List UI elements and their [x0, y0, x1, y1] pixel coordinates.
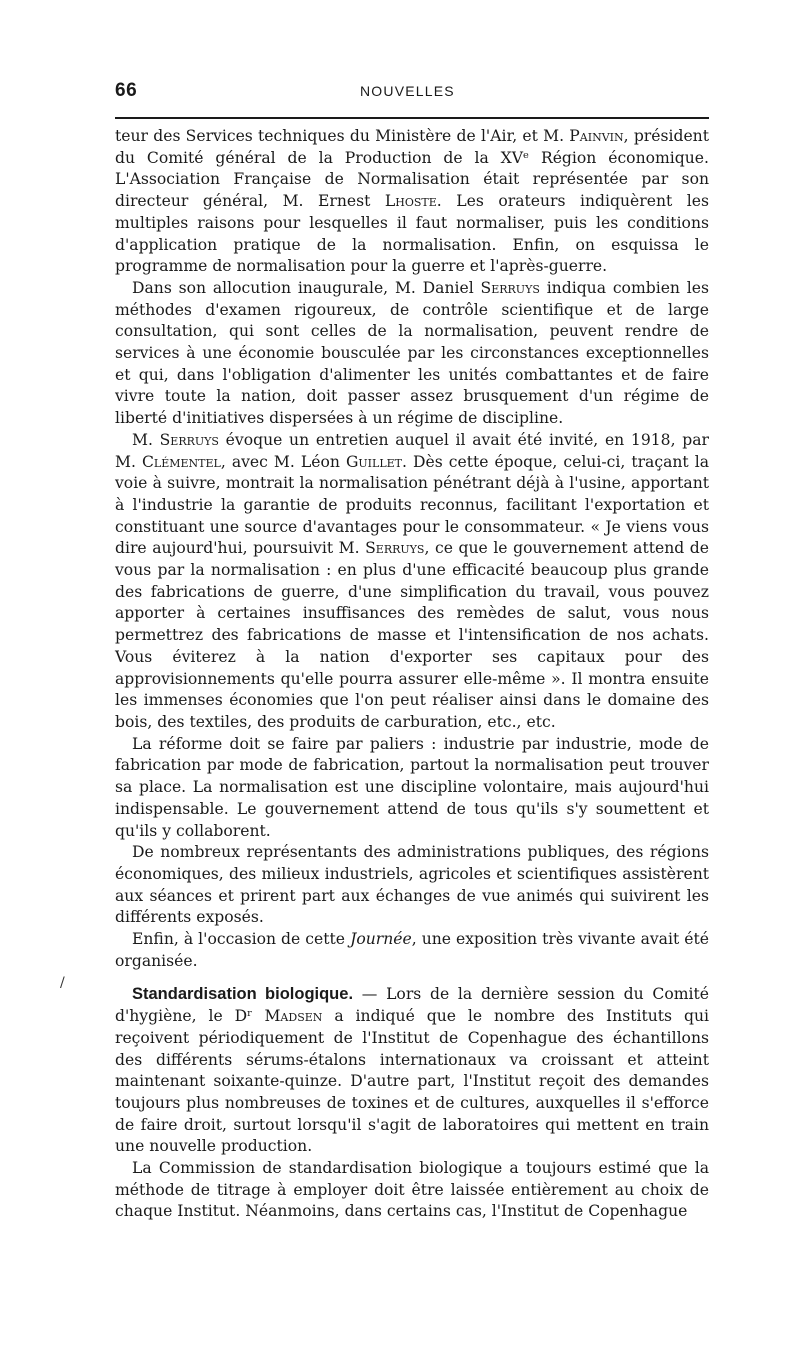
- header-rule: [115, 117, 709, 119]
- text-run: teur des Services techniques du Ministère de l'Air, et M.: [115, 127, 570, 145]
- person-name: Serruys: [480, 278, 540, 297]
- paragraph: [115, 278, 709, 430]
- paragraph: [115, 929, 709, 972]
- paragraph: [115, 430, 709, 734]
- text-run: Dans son allocution inaugurale, M. Daniel: [132, 278, 481, 297]
- text-run: Enfin, à l'occasion de cette: [132, 930, 351, 949]
- running-head: [115, 80, 709, 106]
- text-run: M.: [132, 430, 160, 449]
- person-name: Painvin: [569, 127, 624, 145]
- person-name: Clémentel: [141, 452, 221, 471]
- paragraph: La Commission de standardisation biologique a toujours estimé que la méthode de titrage à employer doit être laissée entièrement au choix de chaque Institut. Néanmoins, dans certains cas, l'Institut de Copenhague: [115, 1159, 709, 1221]
- person-name: Serruys: [365, 539, 425, 558]
- person-name: Serruys: [159, 430, 219, 449]
- page-number: 66: [115, 80, 138, 101]
- paragraph: [115, 984, 709, 1158]
- text-run: indiqua combien les méthodes d'examen rigoureux, de contrôle scientifique et de large consultation, qui sont celles de la normalisation, peuvent rendre de services à une économie bousculée par les circonstances exceptionnelles et qui, dans l'obligation d'alimenter les unités combattantes et de faire vivre toute la nation, doit passer assez brusquement d'un régime de liberté d'initiatives dispersées à un régime de discipline.: [115, 278, 709, 428]
- running-title: NOUVELLES: [360, 83, 455, 99]
- text-run: . Dès cette époque, celui-ci, traçant la voie à suivre, montrait la normalisation pénétrant déjà à l'usine, apportant à l'industrie la garantie de produits reconnus, facilitant l'exportation et constituant une source d'avantages pour le consommateur. « Je viens vous dire aujourd'hui, poursuivit M.: [115, 452, 709, 558]
- text-run: , avec M. Léon: [220, 452, 346, 471]
- body-text: [115, 126, 709, 1223]
- text-run: — Lors de la dernière session du Comité d'hygiène, le Dʳ: [115, 985, 709, 1026]
- person-name: Guillet: [345, 452, 402, 471]
- text-run: , président du Comité général de la Production de la XVᵉ Région économique. L'Association Française de Normalisation était représentée par son directeur général, M. Ernest: [115, 127, 709, 211]
- paragraph: De nombreux représentants des administrations publiques, des régions économiques, des milieux industriels, agricoles et scientifiques assistèrent aux séances et prirent part aux échanges de vue animés qui suivirent les différents exposés.: [115, 843, 709, 927]
- paragraph: La réforme doit se faire par paliers : industrie par industrie, mode de fabrication par mode de fabrication, partout la normalisation peut trouver sa place. La normalisation est une discipline volontaire, mais aujourd'hui indispensable. Le gouvernement attend de tous qu'ils s'y soumettent et qu'ils y collaborent.: [115, 734, 709, 840]
- text-run: a indiqué que le nombre des Instituts qui reçoivent périodiquement de l'Institut de Copenhague des échantillons des différents sérums-étalons internationaux va croissant et atteint maintenant soixante-quinze. D'autre part, l'Institut reçoit des demandes toujours plus nombreuses de toxines et de cultures, auxquelles il s'efforce de faire droit, surtout lorsqu'il s'agit de laboratoires qui mettent en train une nouvelle production.: [115, 1007, 709, 1156]
- person-name: Lhoste: [384, 192, 437, 211]
- text-run: , ce que le gouvernement attend de vous par la normalisation : en plus d'une efficacité beaucoup plus grande des fabrications de guerre, d'une simplification du travail, vous pouvez apporter à certaines insuffisances des remèdes de salut, vous nous permettrez des fabrications de masse et l'intensification de nos achats. Vous éviterez à la nation d'exporter ses capitaux pour des approvisionnements qu'elle pourra assurer elle-même ». Il montra ensuite les immenses économies que l'on peut réaliser ainsi dans le domaine des bois, des textiles, des produits de carburation, etc., etc.: [115, 539, 709, 731]
- section-gap: [115, 972, 709, 984]
- person-name: Madsen: [264, 1007, 323, 1026]
- text-run: , une exposition très vivante avait été organisée.: [115, 930, 709, 970]
- margin-mark: /: [60, 975, 65, 991]
- text-run: . Les orateurs indiquèrent les multiples raisons pour lesquelles il faut normaliser, puis les conditions d'application pratique de la normalisation. Enfin, on esquissa le programme de normalisation pour la guerre et l'après-guerre.: [115, 192, 709, 276]
- text-run: évoque un entretien auquel il avait été invité, en 1918, par M.: [115, 430, 709, 471]
- paragraph: [115, 126, 709, 278]
- section-heading: Standardisation biologique.: [132, 985, 354, 1004]
- emphasis: Journée: [350, 930, 412, 949]
